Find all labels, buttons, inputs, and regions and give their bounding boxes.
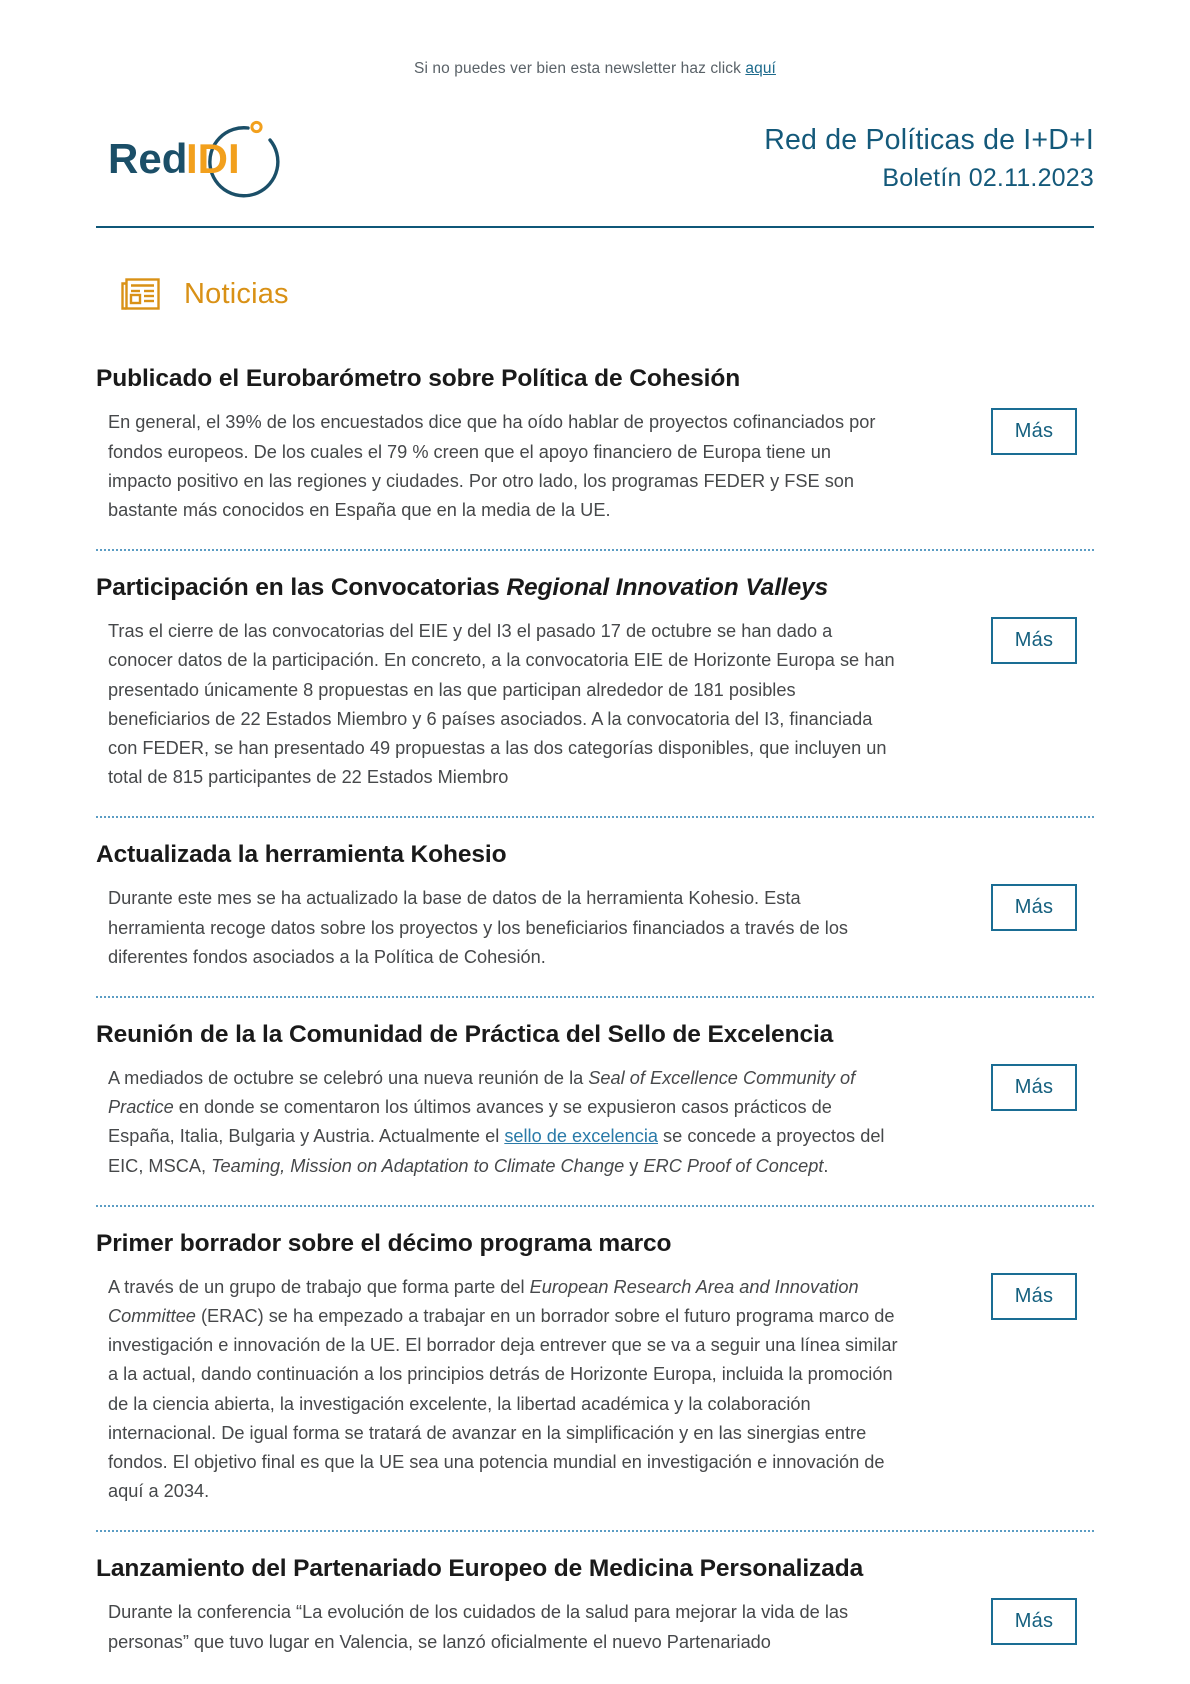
more-button[interactable]: Más — [991, 1598, 1077, 1645]
more-button-wrap — [974, 1229, 1094, 1320]
article-body — [96, 1020, 974, 1181]
text-segment: (ERAC) se ha empezado a trabajar en un borrador sobre el futuro programa marco de investigación e innovación de la UE. El borrador deja entrever que se va a seguir una línea similar a la actual, dando continuación a los principios detrás de Horizonte Europa, incluida la promoción de la ciencia abierta, la investigación excelente, la libertad académica y la colaboración internacional. De igual forma se tratará de avanzar en la simplificación y en las sinergias entre fondos. El objetivo final es que la UE sea una potencia mundial en investigación e innovación de aquí a 2034. — [108, 1306, 898, 1501]
text-segment: A través de un grupo de trabajo que forma parte del — [108, 1277, 530, 1297]
article-title-prefix: Participación en las Convocatorias — [96, 573, 507, 601]
article-text — [96, 1064, 898, 1181]
article-body — [96, 1554, 974, 1657]
article-item — [96, 818, 1094, 996]
article-body — [96, 364, 974, 525]
article-text: En general, el 39% de los encuestados dice que ha oído hablar de proyectos cofinanciados por fondos europeos. De los cuales el 79 % creen que el apoyo financiero de Europa tiene un impacto positivo en las regiones y ciudades. Por otro lado, los programas FEDER y FSE son bastante más conocidos en España que en la media de la UE. — [108, 412, 876, 520]
section-title: Noticias — [184, 277, 289, 310]
text-italic: Seal of Excellence Community of Practice — [108, 1068, 856, 1118]
article-text: Durante la conferencia “La evolución de los cuidados de la salud para mejorar la vida de las personas” que tuvo lugar en Valencia, se lanzó oficialmente el nuevo Partenariado — [108, 1602, 849, 1652]
article-body — [96, 1229, 974, 1506]
section-header-noticias — [0, 228, 1190, 314]
article-title: Actualizada la herramienta Kohesio — [96, 841, 507, 868]
more-button[interactable]: Más — [991, 1273, 1077, 1320]
preheader-link[interactable]: aquí — [745, 60, 776, 77]
article-title: Lanzamiento del Partenariado Europeo de Medicina Personalizada — [96, 1555, 864, 1582]
logo-text-idi: IDI — [186, 135, 240, 182]
newsletter-header — [0, 78, 1190, 206]
text-italic: Teaming, Mission on Adaptation to Climate Change — [211, 1155, 625, 1176]
article-item — [96, 998, 1094, 1205]
text-segment: y — [624, 1155, 644, 1176]
article-body — [96, 573, 974, 792]
text-segment: A mediados de octubre se celebró una nueva reunión de la — [108, 1068, 589, 1089]
article-item — [96, 1207, 1094, 1530]
text-segment: . — [823, 1155, 829, 1176]
more-button-wrap — [974, 364, 1094, 455]
article-item — [96, 551, 1094, 816]
sello-de-excelencia-link[interactable]: sello de excelencia — [504, 1126, 658, 1147]
logo-text-red: Red — [108, 135, 188, 182]
article-body — [96, 840, 974, 972]
more-button[interactable]: Más — [991, 1064, 1077, 1111]
redidi-logo[interactable] — [96, 110, 306, 206]
preheader — [0, 0, 1190, 78]
redidi-logo-svg — [96, 110, 306, 206]
newspaper-icon — [118, 274, 164, 314]
more-button-wrap — [974, 573, 1094, 664]
article-item — [96, 342, 1094, 549]
page-title: Red de Políticas de I+D+I — [764, 123, 1094, 156]
article-text: Tras el cierre de las convocatorias del EIE y del I3 el pasado 17 de octubre se han dado a conocer datos de la participación. En concreto, a la convocatoria EIE de Horizonte Europa se han presentado únicamente 8 propuestas en las que participan alrededor de 181 posibles beneficiarios de 22 Estados Miembro y 6 países asociados. A la convocatoria del I3, financiada con FEDER, se han presentado 49 propuestas a las dos categorías disponibles, que incluyen un total de 815 participantes de 22 Estados Miembro — [108, 621, 895, 787]
text-italic: ERC Proof of Concept — [643, 1155, 824, 1176]
article-title-italic: Regional Innovation Valleys — [506, 573, 829, 601]
article-text — [96, 1273, 898, 1506]
more-button-wrap — [974, 1554, 1094, 1645]
article-title — [96, 573, 950, 603]
article-text: Durante este mes se ha actualizado la base de datos de la herramienta Kohesio. Esta herramienta recoge datos sobre los proyectos y los beneficiarios financiados a través de los diferentes fondos asociados a la Política de Cohesión. — [108, 888, 849, 967]
text-segment: en donde se comentaron los últimos avances y se expusieron casos prácticos de España, Italia, Bulgaria y Austria. Actualmente el — [108, 1097, 832, 1147]
more-button[interactable]: Más — [991, 884, 1077, 931]
more-button-wrap — [974, 840, 1094, 931]
article-item — [96, 1532, 1094, 1681]
bulletin-date: Boletín 02.11.2023 — [882, 164, 1094, 193]
articles-list — [0, 314, 1190, 1681]
article-title: Reunión de la la Comunidad de Práctica del Sello de Excelencia — [96, 1020, 834, 1048]
preheader-text: Si no puedes ver bien esta newsletter haz click — [414, 60, 746, 77]
header-titles — [764, 122, 1094, 194]
article-title: Publicado el Eurobarómetro sobre Política de Cohesión — [96, 365, 741, 392]
more-button[interactable]: Más — [991, 617, 1077, 664]
more-button[interactable]: Más — [991, 408, 1077, 455]
more-button-wrap — [974, 1020, 1094, 1111]
text-segment: se concede a proyectos del EIC, MSCA, — [108, 1126, 885, 1176]
text-italic: European Research Area and Innovation Committee — [108, 1277, 859, 1327]
article-title: Primer borrador sobre el décimo programa marco — [96, 1229, 672, 1257]
